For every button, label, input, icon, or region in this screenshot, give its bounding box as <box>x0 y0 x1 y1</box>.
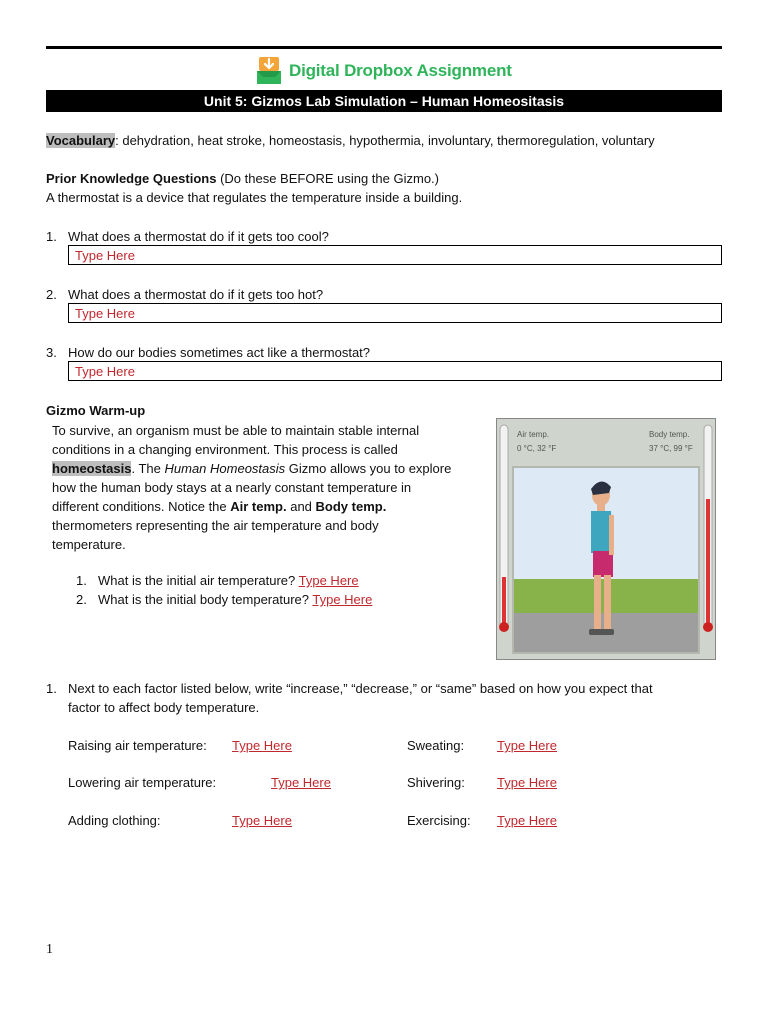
question-1 <box>46 229 329 244</box>
warmup-line <box>52 497 451 516</box>
factor-label: Sweating: <box>407 738 465 753</box>
text-run: . The <box>131 461 165 476</box>
answer-field-warmup-2[interactable]: Type Here <box>312 592 373 607</box>
factor-label: Lowering air temperature: <box>68 775 217 790</box>
warmup-line: conditions in a changing environment. This process is called <box>52 442 398 457</box>
factor-answer-shivering[interactable]: Type Here <box>497 775 557 790</box>
logo-text: Digital Dropbox Assignment <box>289 61 512 80</box>
logo <box>256 55 512 87</box>
gizmo-name: Human Homeostasis <box>164 461 286 476</box>
question-text: What is the initial body temperature? <box>98 592 313 607</box>
factor-answer-exercising[interactable]: Type Here <box>497 813 557 828</box>
question-number: 1. <box>76 573 87 588</box>
vocabulary-label: Vocabulary <box>46 133 116 148</box>
question-text: What is the initial air temperature? <box>98 573 299 588</box>
question-number: 2. <box>76 592 87 607</box>
prior-knowledge-note: (Do these BEFORE using the Gizmo.) <box>216 171 439 186</box>
factor-answer-lowering-air[interactable]: Type Here <box>271 775 331 790</box>
factor-answer-adding-clothing[interactable]: Type Here <box>232 813 292 828</box>
warmup-question-2 <box>76 592 372 607</box>
question-text: What does a thermostat do if it gets too cool? <box>68 229 329 244</box>
factors-question <box>46 681 653 696</box>
body-temp-label: Body temp. <box>649 430 690 439</box>
question-text: How do our bodies sometimes act like a thermostat? <box>68 345 371 360</box>
answer-field-1[interactable]: Type Here <box>68 245 722 265</box>
question-2 <box>46 287 323 302</box>
air-temp-label: Air temp. <box>517 430 550 439</box>
question-number: 1. <box>46 681 57 696</box>
warmup-question-1 <box>76 573 359 588</box>
page-number: 1 <box>46 942 53 957</box>
prior-knowledge-intro: A thermostat is a device that regulates the temperature inside a building. <box>46 190 463 205</box>
warmup-paragraph <box>52 421 451 554</box>
factor-answer-raising-air[interactable]: Type Here <box>232 738 292 753</box>
homeostasis-term: homeostasis <box>52 461 132 476</box>
top-rule <box>46 46 722 49</box>
question-text: What does a thermostat do if it gets too hot? <box>68 287 324 302</box>
warmup-heading: Gizmo Warm-up <box>46 403 146 418</box>
warmup-line: temperature. <box>52 537 126 552</box>
gizmo-scene <box>497 419 715 659</box>
vocabulary-terms: : dehydration, heat stroke, homeostasis, hypothermia, involuntary, thermoregulation, voluntary <box>115 133 655 148</box>
question-number: 1. <box>46 229 57 244</box>
question-text: Next to each factor listed below, write “increase,” “decrease,” or “same” based on how you expect that <box>68 681 653 696</box>
warmup-line: thermometers representing the air temperature and body <box>52 518 379 533</box>
factor-label: Adding clothing: <box>68 813 161 828</box>
air-temp-value: 0 °C, 32 °F <box>517 444 557 453</box>
question-number: 2. <box>46 287 57 302</box>
body-temp-term: Body temp. <box>315 499 387 514</box>
dropbox-download-icon <box>256 56 282 86</box>
factor-label: Raising air temperature: <box>68 738 207 753</box>
question-3 <box>46 345 370 360</box>
factor-label: Shivering: <box>407 775 465 790</box>
factor-answer-sweating[interactable]: Type Here <box>497 738 557 753</box>
answer-field-warmup-1[interactable]: Type Here <box>298 573 359 588</box>
question-number: 3. <box>46 345 57 360</box>
factor-label: Exercising: <box>407 813 471 828</box>
body-temp-value: 37 °C, 99 °F <box>649 444 693 453</box>
factors-question-line2: factor to affect body temperature. <box>68 700 260 715</box>
vocabulary-line <box>46 133 655 148</box>
air-temp-term: Air temp. <box>230 499 287 514</box>
prior-knowledge-heading-line <box>46 171 439 186</box>
text-run: different conditions. Notice the <box>52 499 231 514</box>
gizmo-screenshot <box>496 418 716 660</box>
text-run: Gizmo allows you to explore <box>285 461 452 476</box>
warmup-line: how the human body stays at a nearly constant temperature in <box>52 480 412 495</box>
answer-field-2[interactable]: Type Here <box>68 303 722 323</box>
text-run: and <box>286 499 316 514</box>
prior-knowledge-heading: Prior Knowledge Questions <box>46 171 217 186</box>
answer-field-3[interactable]: Type Here <box>68 361 722 381</box>
page-title: Unit 5: Gizmos Lab Simulation – Human Homeositasis <box>46 90 722 112</box>
warmup-line <box>52 459 451 478</box>
warmup-line: To survive, an organism must be able to maintain stable internal <box>52 423 420 438</box>
